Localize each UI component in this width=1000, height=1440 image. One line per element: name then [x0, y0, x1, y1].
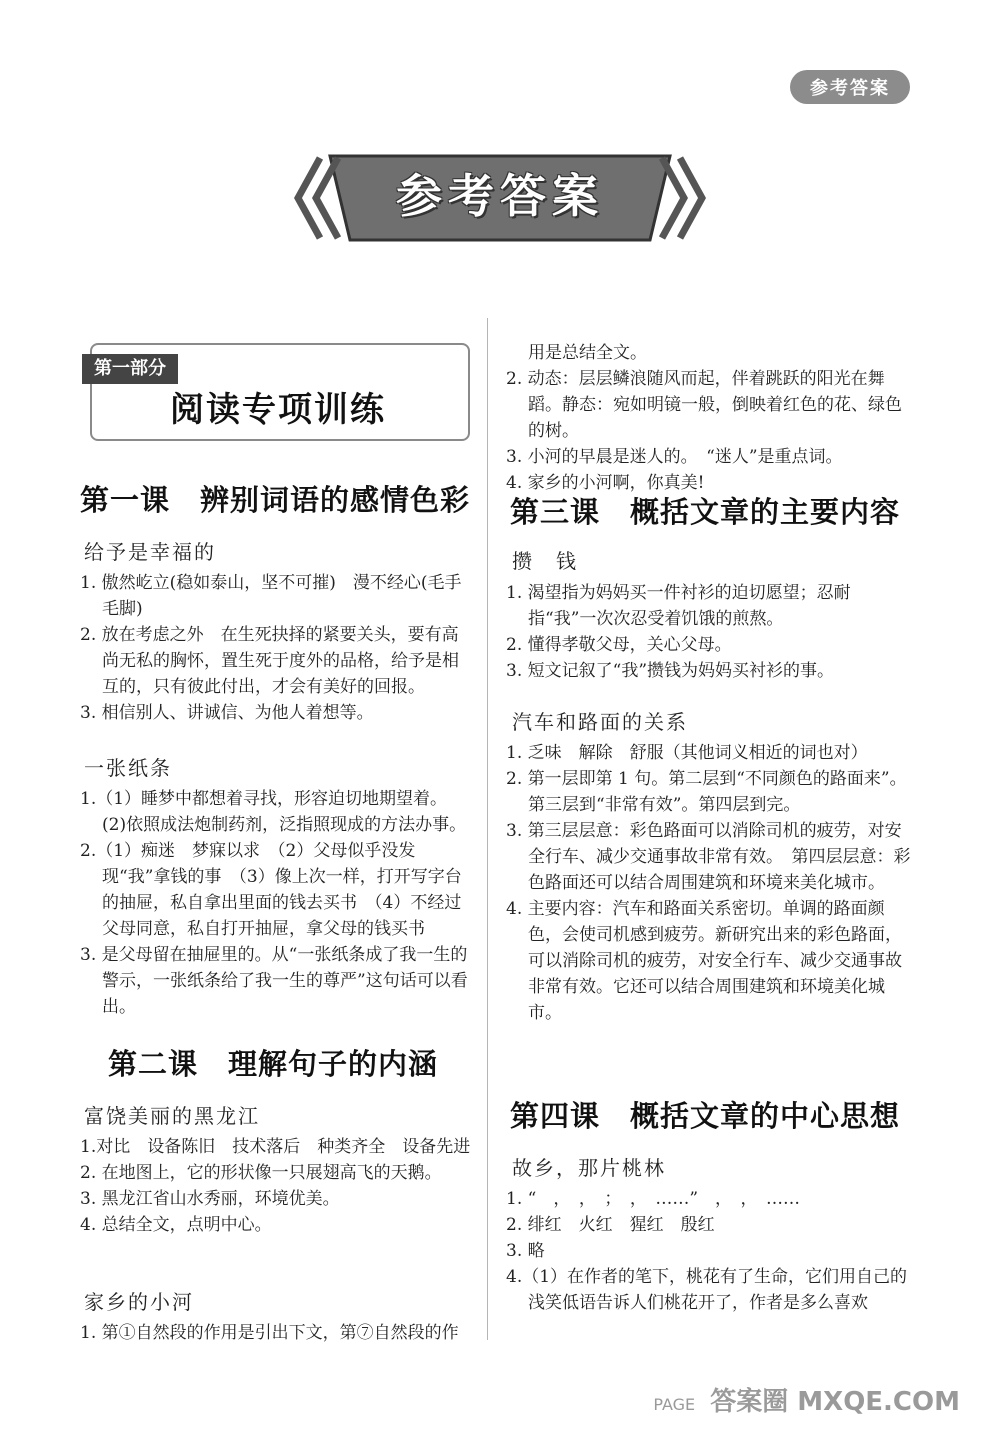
answer-item: 4. 家乡的小河啊，你真美!	[506, 473, 705, 493]
lesson-4-title: 第四课 概括文章的中心思想	[510, 1099, 901, 1133]
lesson-2-title: 第二课 理解句子的内涵	[108, 1047, 439, 1081]
answer-block	[80, 570, 475, 726]
lesson-3-title: 第三课 概括文章的主要内容	[510, 495, 901, 529]
answer-block	[506, 1186, 914, 1316]
answer-item: 1.对比 设备陈旧 技术落后 种类齐全 设备先进	[80, 1137, 471, 1157]
answer-item: (2)依照成法炮制药剂，泛指照现成的方法办事。	[102, 815, 467, 835]
page-title: 参考答案	[396, 169, 604, 223]
passage-title: 汽车和路面的关系	[512, 710, 688, 734]
answer-item: 3. 黑龙江省山水秀丽，环境优美。	[80, 1189, 340, 1209]
passage-title: 故乡，那片桃林	[512, 1156, 666, 1180]
answer-block	[506, 340, 914, 496]
answer-item: 4. 总结全文，点明中心。	[80, 1215, 272, 1235]
answer-item: 1. 傲然屹立(稳如泰山，坚不可摧) 漫不经心(毛手毛脚)	[80, 573, 462, 619]
part-label: 第一部分	[82, 354, 178, 384]
answer-block	[506, 740, 914, 1026]
passage-title: 给予是幸福的	[84, 540, 216, 564]
lesson-1-title: 第一课 辨别词语的感情色彩	[80, 483, 471, 517]
answer-item: 1. “ ， ， ； ， ……” ， ， ……	[506, 1189, 801, 1209]
answer-block	[80, 786, 475, 1020]
corner-tag: 参考答案	[790, 70, 910, 104]
answer-item: 1. 第①自然段的作用是引出下文，第⑦自然段的作	[80, 1323, 459, 1343]
passage-title: 一张纸条	[84, 756, 172, 780]
answer-item: 2. 懂得孝敬父母，关心父母。	[506, 635, 732, 655]
answer-item: 3. 是父母留在抽屉里的。从“一张纸条成了我一生的警示，一张纸条给了我一生的尊严”这句话可以看出。	[80, 945, 468, 1017]
passage-title: 家乡的小河	[84, 1290, 194, 1314]
answer-item: 1. 渴望指为妈妈买一件衬衫的迫切愿望；忍耐指“我”一次次忍受着饥饿的煎熬。	[506, 583, 851, 629]
passage-title: 富饶美丽的黑龙江	[84, 1104, 260, 1128]
answer-item: 3. 相信别人、讲诚信、为他人着想等。	[80, 703, 374, 723]
answer-item: 2. 绯红 火红 猩红 殷红	[506, 1215, 715, 1235]
watermark-text: 答案圈 MXQE.COM	[710, 1387, 960, 1417]
answer-item: 4. 主要内容：汽车和路面关系密切。单调的路面颜色，会使司机感到疲劳。新研究出来的彩色路面，可以消除司机的疲劳，对安全行车、减少交通事故非常有效。它还可以结合周围建筑和环境美化城市。	[506, 899, 902, 1023]
answer-item: 2. 放在考虑之外 在生死抉择的紧要关头，要有高尚无私的胸怀，置生死于度外的品格，给予是相互的，只有彼此付出，才会有美好的回报。	[80, 625, 459, 697]
answer-item: 3. 短文记叙了“我”攒钱为妈妈买衬衫的事。	[506, 661, 835, 681]
answer-item: 2. 动态：层层鳞浪随风而起，伴着跳跃的阳光在舞蹈。静态：宛如明镜一般，倒映着红色的花、绿色的树。	[506, 369, 902, 441]
answer-item: 2.（1）痴迷 梦寐以求 （2）父母似乎没发现“我”拿钱的事 （3）像上次一样，打开写字台的抽屉，私自拿出里面的钱去买书 （4）不经过父母同意，私自打开抽屉，拿父母的钱买书	[80, 841, 462, 939]
answer-block	[80, 1134, 475, 1238]
answer-item: 4.（1）在作者的笔下，桃花有了生命，它们用自己的浅笑低语告诉人们桃花开了，作者是多么喜欢	[506, 1267, 908, 1313]
part-title: 阅读专项训练	[170, 390, 386, 430]
title-banner	[290, 148, 710, 248]
answer-item: 1. 乏味 解除 舒服（其他词义相近的词也对）	[506, 743, 868, 763]
answer-item: 3. 略	[506, 1241, 545, 1261]
answer-item: 3. 第三层层意：彩色路面可以消除司机的疲劳，对安全行车、减少交通事故非常有效。 第四层层意：彩色路面还可以结合周围建筑和环境来美化城市。	[506, 821, 911, 893]
column-divider	[487, 318, 488, 1340]
footer-watermark	[653, 1381, 960, 1418]
answer-item: 1.（1）睡梦中都想着寻找，形容迫切地期望着。	[80, 789, 448, 809]
page-label: PAGE	[653, 1395, 696, 1414]
answer-item: 3. 小河的早晨是迷人的。 “迷人”是重点词。	[506, 447, 843, 467]
answer-block	[80, 1320, 475, 1346]
answer-block	[506, 580, 914, 684]
answer-item: 用是总结全文。	[528, 343, 647, 363]
passage-title: 攒 钱	[512, 549, 578, 573]
answer-item: 2. 第一层即第 1 句。第二层到“不同颜色的路面来”。第三层到“非常有效”。第四层到完。	[506, 769, 907, 815]
answer-item: 2. 在地图上，它的形状像一只展翅高飞的天鹅。	[80, 1163, 442, 1183]
